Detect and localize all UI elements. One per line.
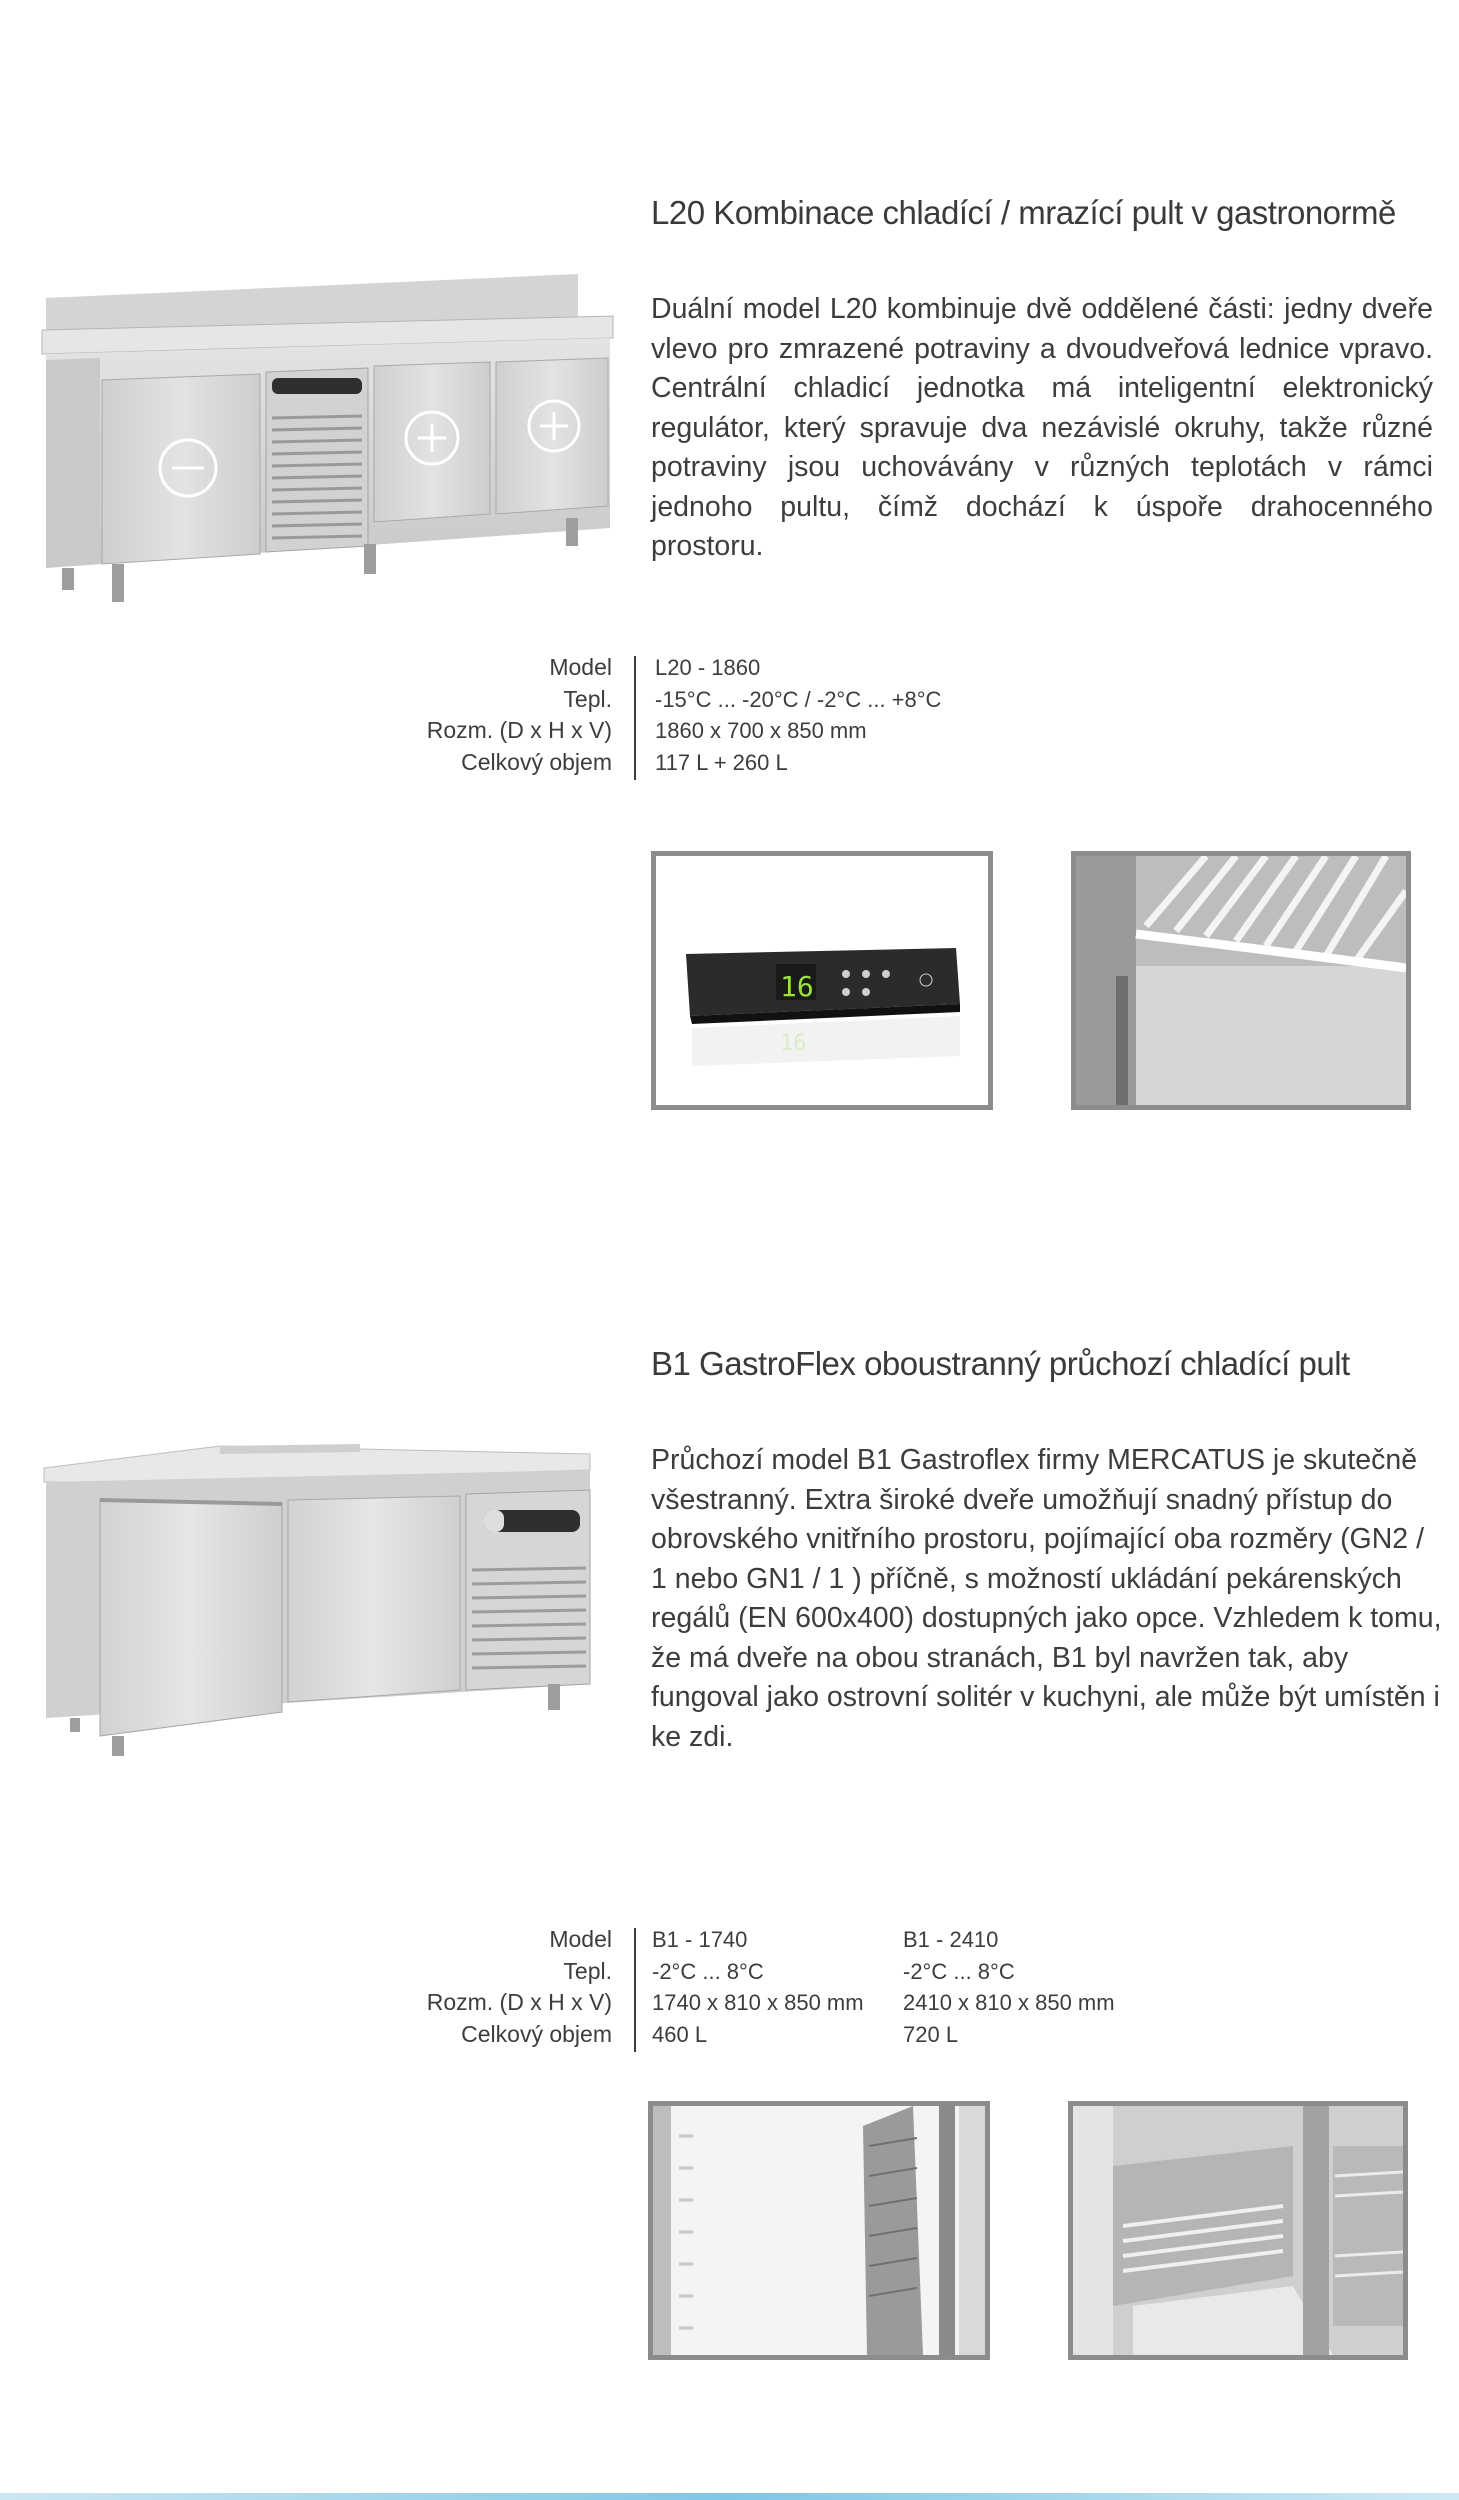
spec-value-volume: 460 L [652, 2021, 708, 2047]
l20-product-image [38, 268, 618, 608]
section1-spec-labels [300, 652, 612, 778]
spec-value-dimensions: 1860 x 700 x 850 mm [655, 718, 867, 743]
lcd-reading: 16 [780, 970, 814, 1003]
spec-value-dimensions: 2410 x 810 x 850 mm [903, 1990, 1115, 2015]
tray-rack-photo [648, 2101, 990, 2360]
b1-product-image [40, 1440, 600, 1760]
section1-spec-values [655, 652, 941, 778]
spec-value-model: B1 - 2410 [903, 1927, 999, 1952]
spec-value-model: L20 - 1860 [655, 655, 761, 680]
spec-value-dimensions: 1740 x 810 x 850 mm [652, 1990, 864, 2015]
spec-label-volume: Celkový objem [461, 748, 612, 775]
interior-gastronorm-photo [1068, 2101, 1408, 2360]
interior-shelf-photo [1071, 851, 1411, 1110]
spec-label-dimensions: Rozm. (D x H x V) [426, 1989, 612, 2015]
section2-spec-labels [300, 1924, 612, 2050]
spec-label-volume: Celkový objem [461, 2020, 612, 2047]
footer-bar [0, 2493, 1459, 2500]
spec-divider [634, 1928, 636, 2052]
spec-label-temperature: Tepl. [563, 1957, 612, 1984]
section2-description: Průchozí model B1 Gastroflex firmy MERCATUS je skutečně všestranný. Extra široké dveře umožňují snadný přístup do obrovského vnitřního prostoru, pojímající oba rozměry (GN2 / 1 nebo GN1 / 1 ) příčně, s možností ukládání pekárenských regálů (EN 600x400) dostupných jako opce. Vzhledem k tomu, že má dveře na obou stranách, B1 byl navržen tak, aby fungoval jako ostrovní solitér v kuchyni, ale může být umístěn i ke zdi. [651, 1444, 1442, 1753]
spec-value-model: B1 - 1740 [652, 1927, 748, 1952]
spec-value-temperature: -2°C ... 8°C [903, 1958, 1015, 1984]
spec-label-dimensions: Rozm. (D x H x V) [426, 717, 612, 743]
svg-text:16: 16 [780, 1031, 807, 1056]
spec-value-volume: 720 L [903, 2021, 959, 2047]
section2-title: B1 GastroFlex oboustranný průchozí chladící pult [651, 1345, 1350, 1382]
spec-value-temperature: -15°C ... -20°C / -2°C ... +8°C [655, 686, 942, 712]
spec-label-model: Model [549, 1926, 612, 1952]
spec-value-temperature: -2°C ... 8°C [652, 1958, 764, 1984]
spec-label-temperature: Tepl. [563, 685, 612, 712]
section2-spec-values-b1-2410 [903, 1924, 1115, 2050]
spec-label-model: Model [549, 654, 612, 680]
spec-value-volume: 117 L + 260 L [655, 749, 788, 775]
section1-title: L20 Kombinace chladící / mrazící pult v gastronormě [651, 194, 1396, 231]
spec-divider [634, 656, 636, 780]
controller-display-photo [651, 851, 993, 1110]
section2-spec-values-b1-1740 [652, 1924, 864, 2050]
section1-description: Duální model L20 kombinuje dvě oddělené části: jedny dveře vlevo pro zmrazené potraviny a dvoudveřová lednice vpravo. Centrální chladicí jednotka má inteligentní elektronický regulátor, který spravuje dva nezávislé okruhy, takže různé potraviny jsou uchovávány v různých teplotách v rámci jednoho pultu, čímž dochází k úspoře drahocenného prostoru. [651, 293, 1433, 562]
